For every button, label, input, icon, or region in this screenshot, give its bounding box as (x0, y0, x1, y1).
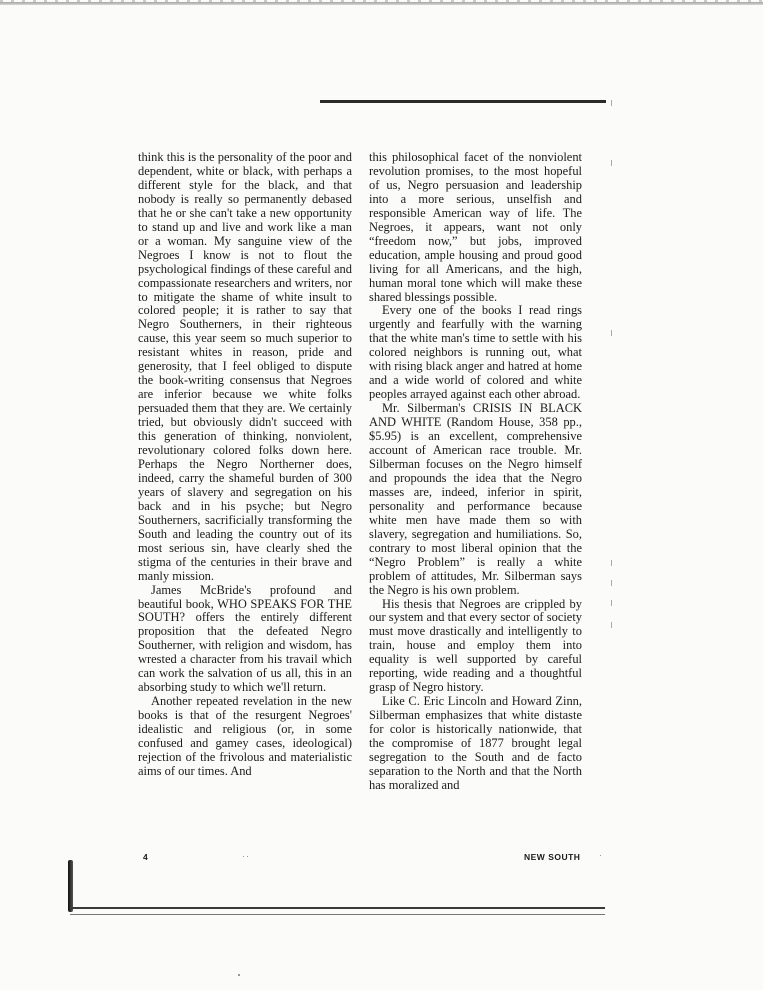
scan-speck (247, 856, 248, 857)
scan-margin-tick (611, 600, 612, 606)
left-paragraph-3: Another repeated revelation in the new books is that of the resurgent Negroes' idealistic and religious (or, in some confused and gamey cases, ideological) rejection of the frivolous and materialistic aims of our times. And (138, 694, 352, 778)
scan-margin-tick (611, 560, 612, 566)
footer-rule (70, 907, 605, 915)
left-paragraph-1: think this is the personality of the poor and dependent, white or black, with perhaps a different style for the black, and that nobody is really so permanently debased that he or she can't take a new opportunity to stand up and live and work like a man or a woman. My sanguine view of the Negroes I know is not to flout the psychological findings of these careful and compassionate researchers and writers, nor to mitigate the shame of white insult to colored people; it is rather to say that Negro Southerners, in their righteous cause, this year seem so much superior to resistant whites in reason, pride and generosity, that I feel obliged to dispute the book-writing consensus that Negroes are inferior because we white folks persuaded them that they are. We certainly tried, but obviously didn't succeed with this generation of thinking, nonviolent, revolutionary colored folks down here. Perhaps the Negro Northerner does, indeed, carry the shameful burden of 300 years of slavery and segregation on his back and in his psyche; but Negro Southerners, sacrificially transforming the South and leading the country out of its most serious sin, have clearly shed the stigma of the centuries in their brave and manly mission. (138, 150, 352, 583)
scan-speck (243, 856, 244, 857)
scan-speck (238, 974, 240, 976)
scan-margin-tick (611, 160, 612, 166)
right-paragraph-1: this philosophical facet of the nonviolent revolution promises, to the most hopeful of us, Negro persuasion and leadership into a more serious, unselfish and responsible American way of life. The Negroes, it appears, want not only “freedom now,” but jobs, improved education, ample housing and proud good living for all Americans, and the high, human moral tone which will make these shared blessings possible. (369, 150, 582, 304)
scan-margin-tick (611, 100, 612, 106)
scan-margin-tick (611, 330, 612, 336)
left-column (138, 151, 352, 779)
scan-binding-mark (68, 860, 73, 912)
header-rule (320, 100, 606, 103)
scan-top-rule (0, 2, 763, 5)
scan-margin-tick (611, 580, 612, 586)
scan-margin-tick (611, 622, 612, 628)
page-number: 4 (143, 852, 149, 862)
right-paragraph-2: Every one of the books I read rings urgently and fearfully with the warning that the white man's time to settle with his colored neighbors is running out, what with rising black anger and hatred at home and a wide world of colored and white peoples arrayed against each other abroad. (369, 303, 582, 402)
right-paragraph-5: Like C. Eric Lincoln and Howard Zinn, Silberman emphasizes that white distaste for color is historically nationwide, that the compromise of 1877 brought legal segregation to the South and de facto separation to the North and that the North has moralized and (369, 694, 582, 792)
left-paragraph-2: James McBride's profound and beautiful book, WHO SPEAKS FOR THE SOUTH? offers the entirely different proposition that the defeated Negro Southerner, with religion and wisdom, has wrested a character from his travail which can work the salvation of us all, this in an absorbing study to which we'll return. (138, 582, 352, 695)
scan-speck (600, 855, 601, 856)
right-column (369, 151, 582, 793)
right-paragraph-4: His thesis that Negroes are crippled by our system and that every sector of society must move drastically and intelligently to train, house and employ them into equality is well supported by careful reporting, wide reading and a thoughtful grasp of Negro history. (369, 596, 582, 695)
publication-name: NEW SOUTH (524, 852, 581, 862)
right-paragraph-3: Mr. Silberman's CRISIS IN BLACK AND WHITE (Random House, 358 pp., $5.95) is an excellent, comprehensive account of American race trouble. Mr. Silberman focuses on the Negro himself and propounds the idea that the Negro masses are, indeed, inferior in spirit, personality and performance because white men have made them so with slavery, segregation and humiliations. So, contrary to most liberal opinion that the “Negro Problem” is really a white problem of attitudes, Mr. Silberman says the Negro is his own problem. (369, 401, 582, 597)
